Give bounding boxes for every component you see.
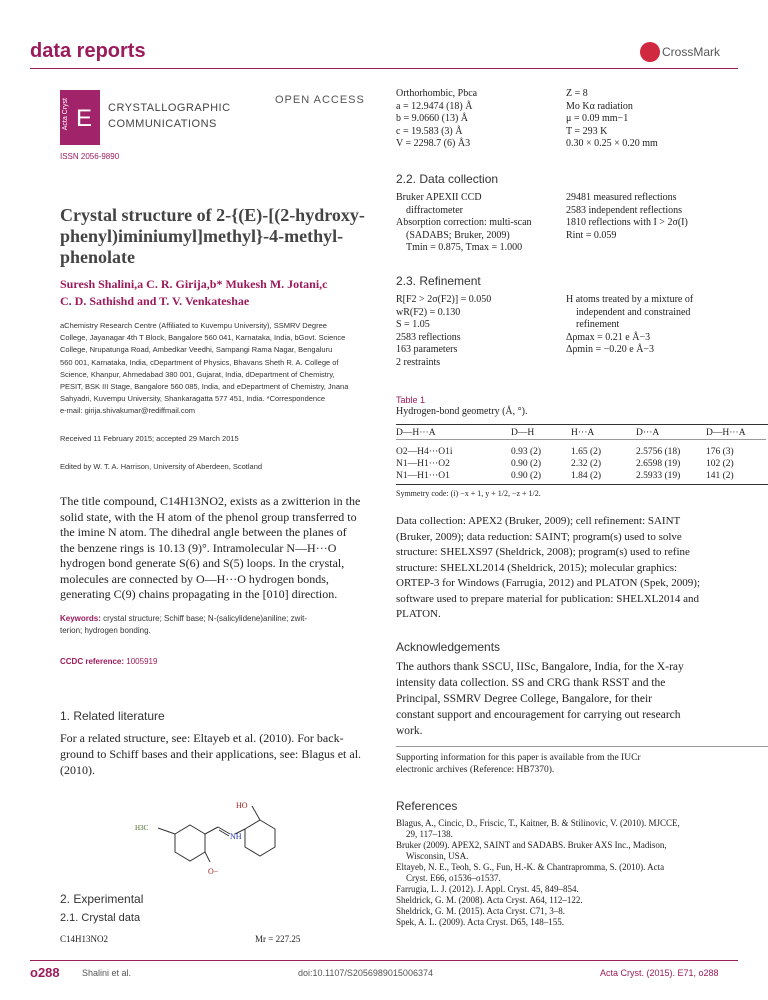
collection-left [396,192,532,255]
reference-list [396,818,680,928]
received-dates: Received 11 February 2015; accepted 29 March 2015 [60,434,239,443]
collection-line: Rint = 0.059 [566,229,617,241]
title-line: phenolate [60,247,136,267]
abstract-line: solid state, with the H atom of the phenol group transferred to [60,509,357,524]
table-cell: 2.32 (2) [571,458,602,469]
affiliation-line: PESIT, BSK III Stage, Bangalore 560 085, India, and eDepartment of Chemistry, Jnana [60,382,349,392]
table-cell: 2.6598 (19) [636,458,681,469]
affiliation-line: Science, Khanpur, Ahmedabad 380 001, Gujarat, India, dDepartment of Chemistry, [60,369,335,379]
table-header-row [396,427,766,440]
title-line: phenyl)iminiumyl]methyl}-4-methyl- [60,226,344,246]
table-cell: 0.93 (2) [511,446,542,457]
abstract [60,494,370,603]
formula: C14H13NO2 [60,934,109,944]
collection-line: 29481 measured reflections [566,192,677,203]
software-line: structure: SHELXL2014 (Sheldrick, 2015); molecular graphics: [396,561,678,574]
chemical-scheme [130,790,310,890]
table-cell: 2.5933 (19) [636,470,681,481]
refinement-heading: 2.3. Refinement [396,274,481,288]
references-heading: References [396,799,458,813]
table-caption: Hydrogen-bond geometry (Å, °). [396,406,528,417]
reference-line: Bruker (2009). APEX2, SAINT and SADABS. Bruker AXS Inc., Madison, [396,840,667,850]
abstract-line: the benzene rings is 10.13 (9)°. Intramolecular N—H···O [60,540,337,555]
keywords-line: terion; hydrogen bonding. [60,626,151,635]
footer-journal: Acta Cryst. (2015). E71, o288 [600,968,719,978]
header-rule [30,68,738,69]
supporting-line: Supporting information for this paper is available from the IUCr [396,753,641,763]
affiliation-line: College, Nrupatunga Road, Ambedkar Veedhi, Sampangi Rama Nagar, Bengaluru [60,345,333,355]
related-line: ground to Schiff bases and their applications, see: Blagus et al. [60,747,362,761]
ack-line: constant support and encouragement for carrying out research [396,709,681,721]
title-line: Crystal structure of 2-{(E)-[(2-hydroxy- [60,205,365,225]
related-line: For a related structure, see: Eltayeb et al. (2010). For back- [60,731,344,745]
collection-line: 2583 independent reflections [566,204,683,216]
table-cell: 1.84 (2) [571,470,602,481]
refinement-line: wR(F2) = 0.130 [396,306,461,318]
reference-line: 29, 117–138. [406,829,453,839]
refinement-line: 163 parameters [396,344,458,355]
ch-bond [205,827,218,834]
abstract-line: generating C(9) chains propagating in the [010] direction. [60,587,338,601]
affiliation-line: aChemistry Research Centre (Affiliated to Kuvempu University), SSMRV Degree [60,321,327,330]
journal-line-2: COMMUNICATIONS [108,118,217,130]
software-line: structure: SHELXS97 (Sheldrick, 2008); program(s) used to refine [396,546,690,558]
keywords-label: Keywords: [60,614,101,623]
ack-text [396,659,684,739]
logo-letter: E [76,105,93,132]
page-number: o288 [30,965,60,980]
journal-line-1: CRYSTALLOGRAPHIC [108,102,231,114]
supporting-line: electronic archives (Reference: HB7370). [396,765,555,775]
reference-line: Sheldrick, G. M. (2015). Acta Cryst. C71, 3–8. [396,906,565,916]
logo-vertical-text: Acta Cryst [62,98,69,131]
footer-authors: Shalini et al. [82,968,132,978]
refinement-left [396,294,491,369]
table-cell: 1.65 (2) [571,446,602,457]
abstract-line: the imine N atom. The dihedral angle between the planes of [60,525,347,539]
table-cell: O2—H4···O1i [396,446,453,457]
refinement-line: R[F2 > 2σ(F2)] = 0.050 [396,294,492,305]
phenol-ring [245,820,275,856]
collection-line: Absorption correction: multi-scan [396,217,532,228]
ho-label: HO [236,801,248,810]
refinement-line: independent and constrained [576,306,691,318]
crystal-line: 0.30 × 0.25 × 0.20 mm [566,138,658,149]
table-cell: N1—H1···O1 [396,470,450,481]
table-row [396,470,766,482]
affiliation-line: Sahyadri, Kuvempu University, Shankaragatta 577 451, India. *Correspondence [60,394,326,404]
collection-line: Tmin = 0.875, Tmax = 1.000 [406,242,523,253]
table-bottom-rule [396,484,768,485]
related-line: (2010). [60,763,95,777]
crossmark-label[interactable]: CrossMark [662,45,721,59]
table-header: H···A [571,428,595,438]
refinement-line: refinement [576,319,620,330]
crystal-line: Orthorhombic, Pbca [396,88,478,99]
molar-mass: Mr = 227.25 [255,934,301,944]
affiliation-line: 560 001, Karnataka, India, cDepartment of Physics, Bhavans Sheth R. A. College of [60,357,339,367]
reference-line: Blagus, A., Cincic, D., Friscic, T., Kaitner, B. & Stilinovic, V. (2010). MJCCE, [396,818,680,828]
reference-line: Sheldrick, G. M. (2008). Acta Cryst. A64, 112–122. [396,895,583,905]
ack-heading: Acknowledgements [396,640,501,654]
refinement-line: Δρmin = −0.20 e Å−3 [566,344,655,355]
refinement-right [566,294,693,357]
ack-line: Principal, SSMRV Degree College, Bangalore, for their [396,693,652,705]
authors [60,276,327,310]
crystal-line: V = 2298.7 (6) Å3 [396,138,471,149]
table-cell: N1—H1···O2 [396,458,450,469]
table-cell: 2.5756 (18) [636,446,681,457]
refinement-line: Δρmax = 0.21 e Å−3 [566,331,651,343]
issn: ISSN 2056-9890 [60,152,120,161]
keywords [60,613,307,637]
journal-logo [60,90,100,145]
software-paragraph [396,514,700,623]
reference-line: Eltayeb, N. E., Teoh, S. G., Fun, H.-K. & Chantrapromma, S. (2010). Acta [396,862,665,872]
table-cell: 176 (3) [706,446,734,457]
crystal-line: c = 19.583 (3) Å [396,125,463,137]
abstract-line: The title compound, C14H13NO2, exists as a zwitterion in the [60,494,361,508]
methyl-bond [158,828,175,834]
table-label: Table 1 [396,395,426,405]
refinement-line: H atoms treated by a mixture of [566,294,694,305]
affiliation-line: e-mail: girija.shivakumar@rediffmail.com [60,406,196,416]
ccdc-label: CCDC reference: [60,657,125,666]
crystal-line: Mo Kα radiation [566,100,633,112]
o-minus-label: O− [208,867,219,876]
experimental-heading: 2. Experimental [60,892,144,906]
crossmark-icon[interactable] [640,42,660,62]
data-collection-heading: 2.2. Data collection [396,172,499,186]
author-line: C. D. Sathishd and T. V. Venkateshae [60,294,250,308]
phenolate-ring [175,825,205,861]
oh-bond [252,806,260,820]
software-line: ORTEP-3 for Windows (Farrugia, 2012) and PLATON (Spek, 2009); [396,577,701,589]
crystal-line: Z = 8 [566,88,588,99]
ccdc [60,657,157,666]
journal-name [108,100,231,132]
crystal-line: a = 12.9474 (18) Å [396,100,473,112]
ccdc-number[interactable]: 1005919 [126,657,158,666]
collection-right [566,192,688,242]
collection-line: diffractometer [406,204,464,216]
footer-doi[interactable]: doi:10.1107/S2056989015006374 [298,968,433,978]
software-line: PLATON. [396,608,441,620]
table-header: D—H [511,428,535,438]
ack-line: work. [396,725,423,737]
table-row [396,446,766,458]
affiliation-line: College, Jayanagar 4th T Block, Bangalore 560 041, Karnataka, India, bGovt. Science [60,333,346,343]
crystal-data-heading: 2.1. Crystal data [60,912,141,924]
crystal-data-left [396,88,477,151]
crystal-data-right [566,88,658,151]
o-bond [205,852,210,862]
collection-line: (SADABS; Bruker, 2009) [406,229,510,241]
open-access: OPEN ACCESS [275,94,365,106]
table-footnote: Symmetry code: (i) −x + 1, y + 1/2, −z + 1/2. [396,489,541,498]
table-cell: 102 (2) [706,458,734,469]
table-cell: 141 (2) [706,470,734,481]
table-header: D···A [636,428,660,438]
supporting-info [396,752,641,776]
refinement-line: 2 restraints [396,356,441,368]
table-cell: 0.90 (2) [511,458,542,469]
collection-line: Bruker APEXII CCD [396,192,482,203]
abstract-line: molecules are connected by O—H···O hydrogen bonds, [60,571,329,586]
ack-line: intensity data collection. SS and CRG thank RSST and the [396,677,666,689]
table-cell: 0.90 (2) [511,470,542,481]
related-text [60,730,361,778]
refinement-line: S = 1.05 [396,319,430,330]
crystal-line: T = 293 K [566,125,608,137]
nh-label: NH [230,832,242,841]
section-title: data reports [30,40,146,62]
ack-line: The authors thank SSCU, IISc, Bangalore, India, for the X-ray [396,661,684,673]
software-line: software used to prepare material for publication: SHELXL2014 and [396,592,700,605]
hbond-table [396,427,766,482]
refinement-line: 2583 reflections [396,331,461,343]
table-header: D—H···A [396,428,436,438]
methyl-label: H3C [135,824,149,832]
crystal-line: μ = 0.09 mm−1 [566,113,629,124]
table-top-rule [396,424,768,425]
related-heading: 1. Related literature [60,709,165,723]
collection-line: 1810 reflections with I > 2σ(I) [566,217,688,228]
reference-line: Spek, A. L. (2009). Acta Cryst. D65, 148–155. [396,917,564,927]
supporting-rule [396,746,768,747]
reference-line: Cryst. E66, o1536–o1537. [406,873,501,883]
reference-line: Wisconsin, USA. [406,851,469,861]
author-line: Suresh Shalini,a C. R. Girija,b* Mukesh M. Jotani,c [60,277,328,291]
abstract-line: hydrogen bond generate S(6) and S(5) loops. In the crystal, [60,556,345,570]
keywords-line: crystal structure; Schiff base; N-(salicylidene)aniline; zwit- [103,614,308,623]
affiliations [60,320,348,418]
software-line: Data collection: APEX2 (Bruker, 2009); cell refinement: SAINT [396,515,681,527]
reference-line: Farrugia, L. J. (2012). J. Appl. Cryst. 45, 849–854. [396,884,579,894]
table-header: D—H···A [706,428,746,438]
footer-rule [30,960,738,961]
article-title [60,205,365,268]
crystal-line: b = 9.0660 (13) Å [396,113,469,124]
edited-by: Edited by W. T. A. Harrison, University of Aberdeen, Scotland [60,462,263,471]
table-row [396,458,766,470]
software-line: (Bruker, 2009); data reduction: SAINT; program(s) used to solve [396,530,682,543]
